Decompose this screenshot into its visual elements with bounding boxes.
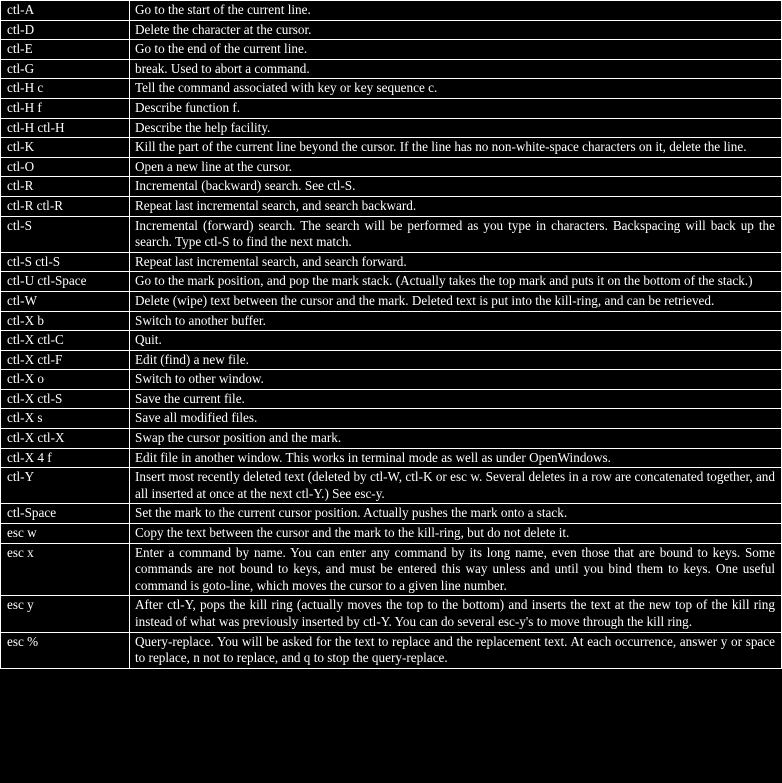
key-cell: ctl-O <box>1 157 130 177</box>
description-cell: Query-replace. You will be asked for the text to replace and the replacement text. At each occurrence, answer y or space to replace, n not to replace, and q to stop the query-replace. <box>130 632 782 668</box>
table-row <box>1 596 782 632</box>
table-row <box>1 216 782 252</box>
key-cell: ctl-X ctl-S <box>1 389 130 409</box>
table-row <box>1 157 782 177</box>
table-row <box>1 177 782 197</box>
description-cell: Describe function f. <box>130 98 782 118</box>
description-cell: Quit. <box>130 331 782 351</box>
key-cell: ctl-W <box>1 291 130 311</box>
description-cell: Edit (find) a new file. <box>130 350 782 370</box>
description-cell: Set the mark to the current cursor position. Actually pushes the mark onto a stack. <box>130 504 782 524</box>
key-cell: ctl-Y <box>1 468 130 504</box>
description-cell: Tell the command associated with key or key sequence c. <box>130 79 782 99</box>
key-cell: ctl-X ctl-C <box>1 331 130 351</box>
table-row <box>1 252 782 272</box>
key-cell: ctl-X o <box>1 370 130 390</box>
table-row <box>1 291 782 311</box>
description-cell: Insert most recently deleted text (deleted by ctl-W, ctl-K or esc w. Several deletes in a row are concatenated together, and all inserted at once at the next ctl-Y.) See esc-y. <box>130 468 782 504</box>
description-cell: Kill the part of the current line beyond the cursor. If the line has no non-white-space characters on it, delete the line. <box>130 138 782 158</box>
key-cell: ctl-S ctl-S <box>1 252 130 272</box>
key-cell: ctl-U ctl-Space <box>1 272 130 292</box>
description-cell: Delete the character at the cursor. <box>130 20 782 40</box>
description-cell: Edit file in another window. This works in terminal mode as well as under OpenWindows. <box>130 448 782 468</box>
table-row <box>1 448 782 468</box>
table-row <box>1 196 782 216</box>
description-cell: Switch to another buffer. <box>130 311 782 331</box>
description-cell: Go to the mark position, and pop the mark stack. (Actually takes the top mark and puts it on the bottom of the stack.) <box>130 272 782 292</box>
key-cell: ctl-Space <box>1 504 130 524</box>
key-cell: ctl-D <box>1 20 130 40</box>
description-cell: Open a new line at the cursor. <box>130 157 782 177</box>
key-cell: ctl-A <box>1 1 130 21</box>
description-cell: Copy the text between the cursor and the mark to the kill-ring, but do not delete it. <box>130 524 782 544</box>
key-cell: esc % <box>1 632 130 668</box>
key-cell: ctl-H c <box>1 79 130 99</box>
table-row <box>1 98 782 118</box>
key-cell: ctl-S <box>1 216 130 252</box>
key-cell: ctl-E <box>1 40 130 60</box>
table-row <box>1 429 782 449</box>
key-cell: ctl-X 4 f <box>1 448 130 468</box>
description-cell: Describe the help facility. <box>130 118 782 138</box>
key-cell: esc w <box>1 524 130 544</box>
key-cell: ctl-R <box>1 177 130 197</box>
key-cell: ctl-X ctl-F <box>1 350 130 370</box>
description-cell: Save all modified files. <box>130 409 782 429</box>
description-cell: Swap the cursor position and the mark. <box>130 429 782 449</box>
table-row <box>1 468 782 504</box>
table-row <box>1 118 782 138</box>
key-cell: esc y <box>1 596 130 632</box>
description-cell: Switch to other window. <box>130 370 782 390</box>
description-cell: Repeat last incremental search, and search forward. <box>130 252 782 272</box>
key-cell: ctl-X s <box>1 409 130 429</box>
table-row <box>1 524 782 544</box>
table-row <box>1 1 782 21</box>
table-row <box>1 543 782 596</box>
table-row <box>1 272 782 292</box>
table-row <box>1 632 782 668</box>
key-cell: ctl-X b <box>1 311 130 331</box>
table-row <box>1 370 782 390</box>
table-row <box>1 331 782 351</box>
description-cell: Delete (wipe) text between the cursor and the mark. Deleted text is put into the kill-ring, and can be retrieved. <box>130 291 782 311</box>
description-cell: After ctl-Y, pops the kill ring (actually moves the top to the bottom) and inserts the text at the new top of the kill ring instead of what was previously inserted by ctl-Y. You can do several esc-y's to move through the kill ring. <box>130 596 782 632</box>
description-cell: Go to the end of the current line. <box>130 40 782 60</box>
key-cell: ctl-H ctl-H <box>1 118 130 138</box>
table-row <box>1 409 782 429</box>
description-cell: Go to the start of the current line. <box>130 1 782 21</box>
table-row <box>1 389 782 409</box>
table-row <box>1 40 782 60</box>
table-row <box>1 79 782 99</box>
key-cell: ctl-K <box>1 138 130 158</box>
table-row <box>1 350 782 370</box>
description-cell: Enter a command by name. You can enter any command by its long name, even those that are bound to keys. Some commands are not bound to keys, and must be entered this way unless and until you bind them to keys. One useful command is goto-line, which moves the cursor to a given line number. <box>130 543 782 596</box>
table-row <box>1 20 782 40</box>
key-cell: ctl-G <box>1 59 130 79</box>
table-row <box>1 59 782 79</box>
description-cell: break. Used to abort a command. <box>130 59 782 79</box>
key-cell: ctl-R ctl-R <box>1 196 130 216</box>
description-cell: Repeat last incremental search, and search backward. <box>130 196 782 216</box>
description-cell: Save the current file. <box>130 389 782 409</box>
description-cell: Incremental (forward) search. The search will be performed as you type in characters. Backspacing will back up the search. Type ctl-S to find the next match. <box>130 216 782 252</box>
table-row <box>1 138 782 158</box>
table-row <box>1 311 782 331</box>
key-cell: ctl-X ctl-X <box>1 429 130 449</box>
description-cell: Incremental (backward) search. See ctl-S. <box>130 177 782 197</box>
key-cell: ctl-H f <box>1 98 130 118</box>
key-cell: esc x <box>1 543 130 596</box>
table-row <box>1 504 782 524</box>
